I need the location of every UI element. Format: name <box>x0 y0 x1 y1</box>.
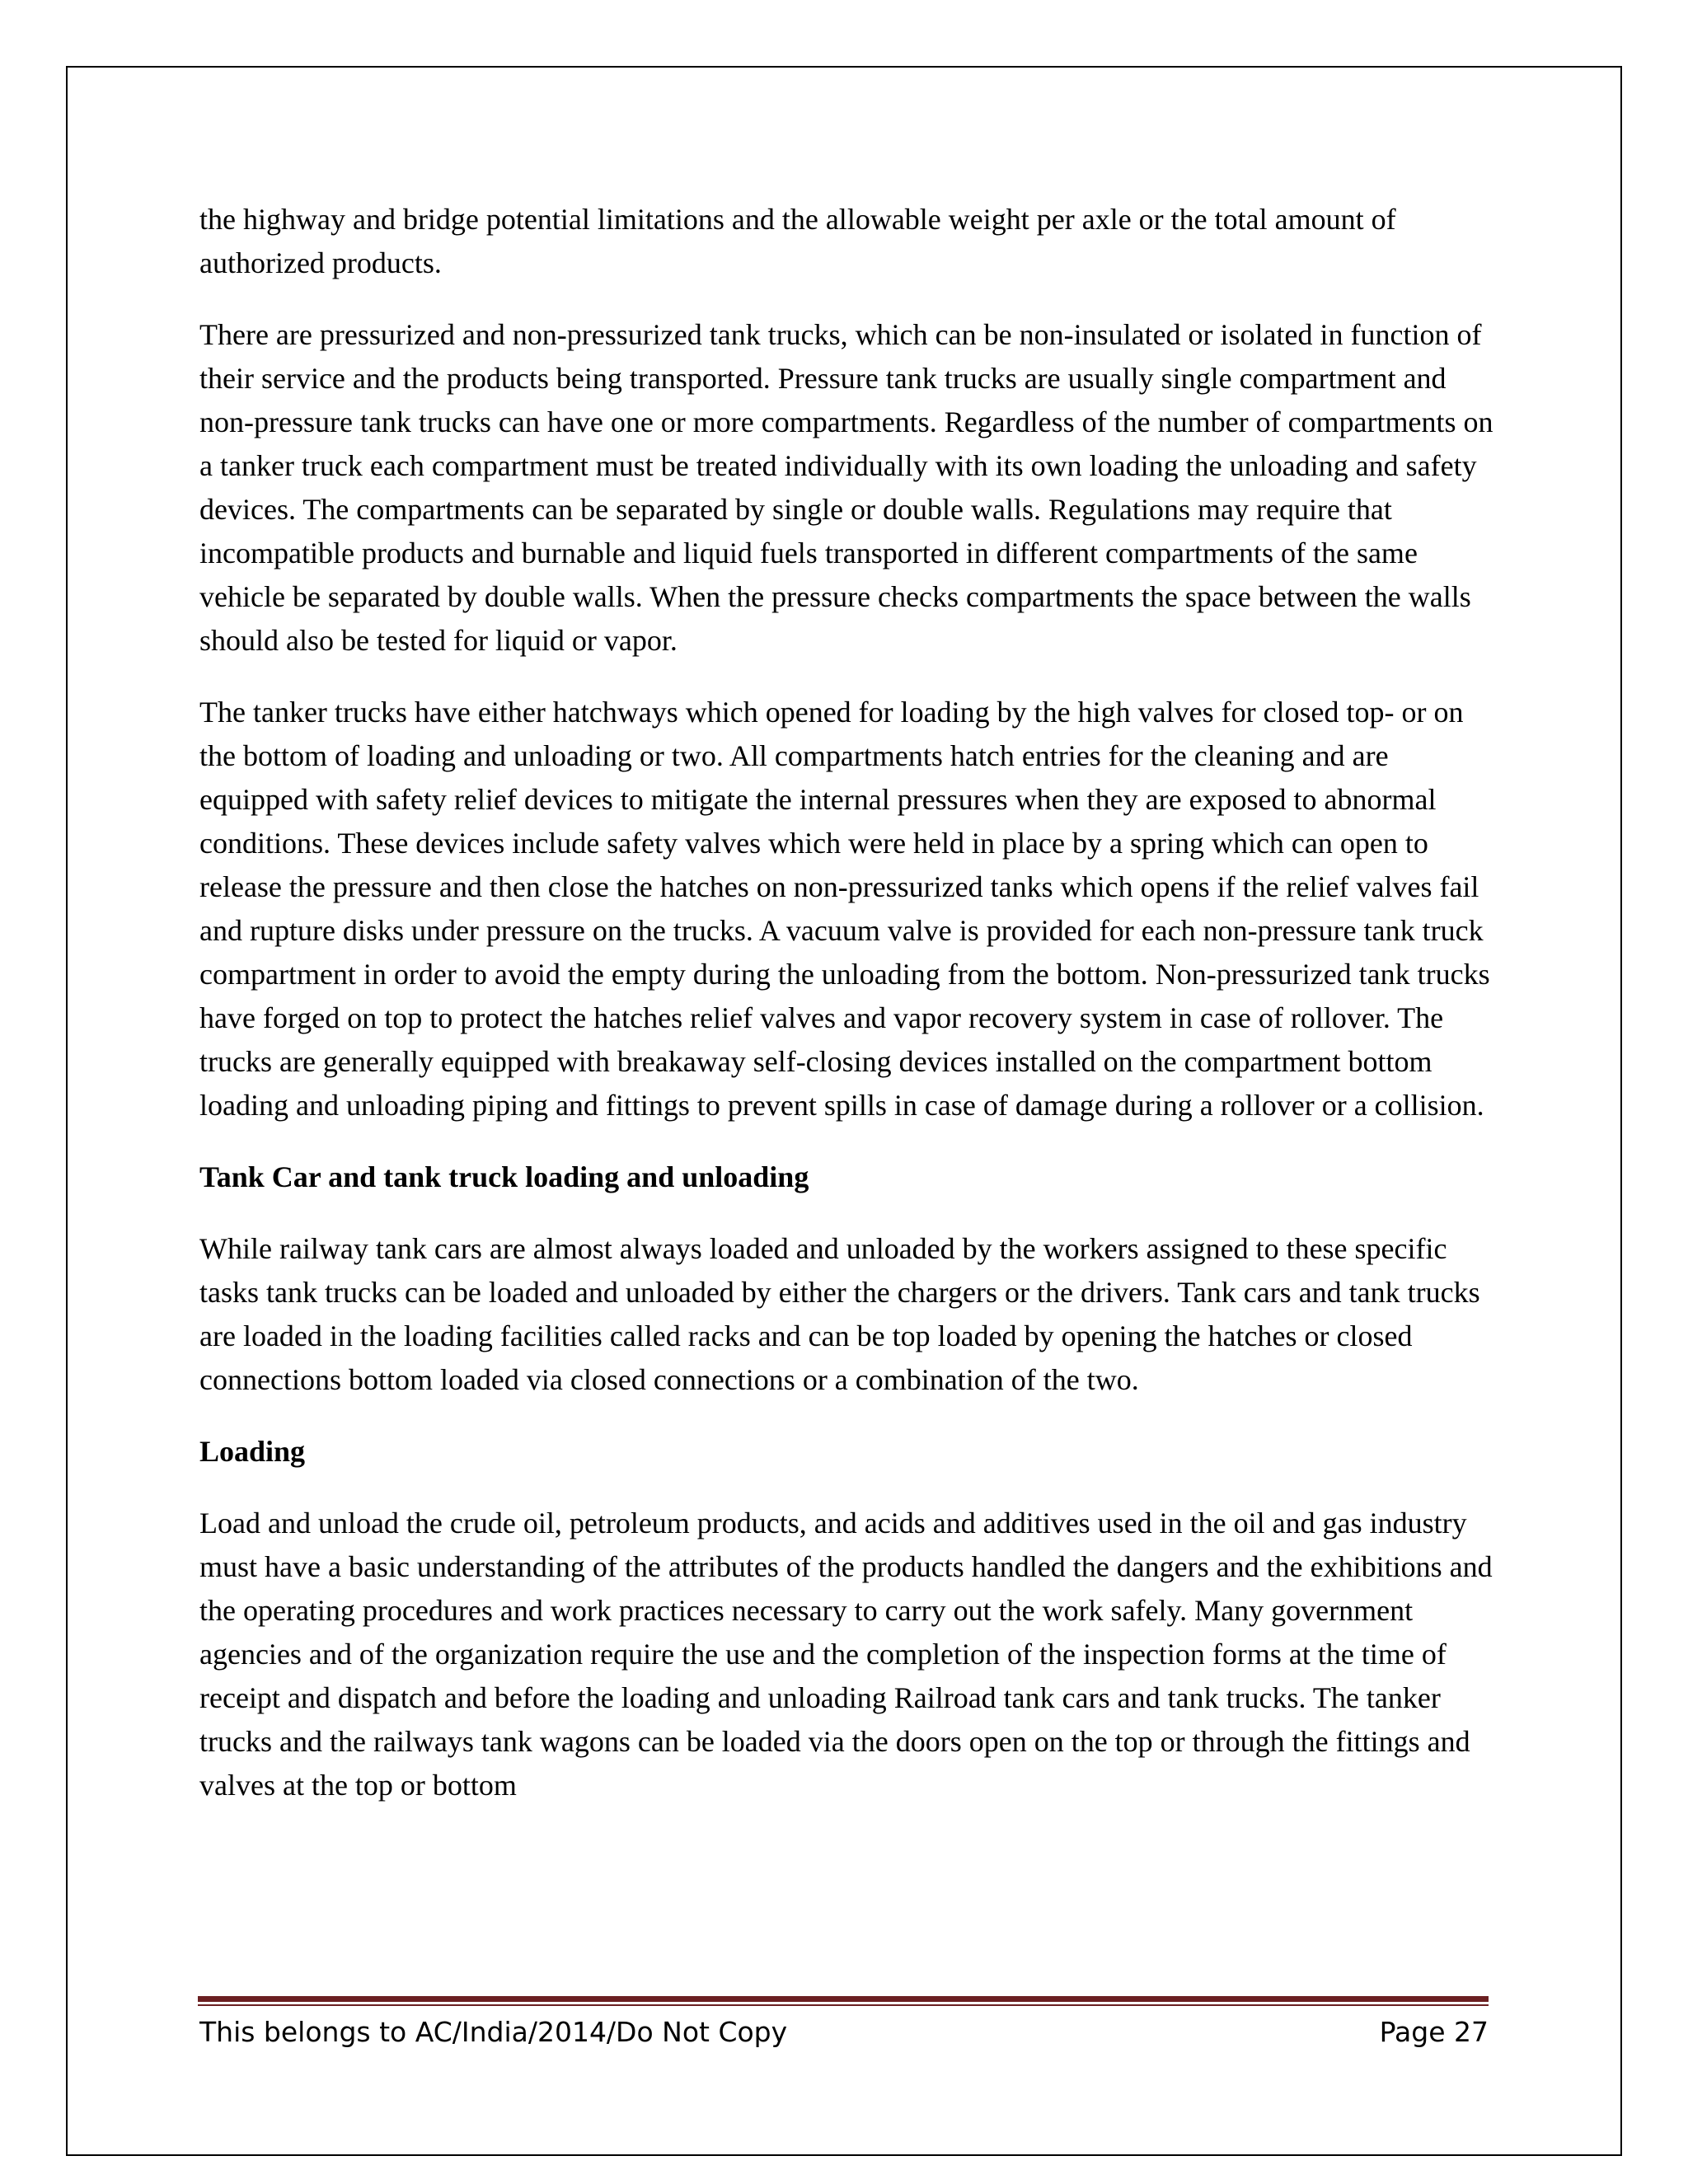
section-heading-loading: Loading <box>199 1435 306 1468</box>
paragraph-load-unload-crude: Load and unload the crude oil, petroleum products, and acids and additives used in the oil and gas industry must have a basic understanding of the attributes of the products handled the dangers and the exhibitions and the operating procedures and work practices necessary to carry out the work safely. Many government agencies and of the organization require the use and the completion of the inspection forms at the time of receipt and dispatch and before the loading and unloading Railroad tank cars and tank trucks. The tanker trucks and the railways tank wagons can be loaded via the doors open on the top or through the fittings and valves at the top or bottom <box>199 1507 1493 1802</box>
page-number: Page 27 <box>1379 2016 1489 2048</box>
document-body <box>199 198 1502 1835</box>
section-heading-loading-unloading: Tank Car and tank truck loading and unloading <box>199 1160 809 1193</box>
paragraph-railway-tank-cars: While railway tank cars are almost always loaded and unloaded by the workers assigned to these specific tasks tank trucks can be loaded and unloaded by either the chargers or the drivers. Tank cars and tank trucks are loaded in the loading facilities called racks and can be top loaded by opening the hatches or closed connections bottom loaded via closed connections or a combination of the two. <box>199 1232 1480 1396</box>
paragraph-tank-truck-types: There are pressurized and non-pressurized tank trucks, which can be non-insulated or isolated in function of their service and the products being transported. Pressure tank trucks are usually single compartment and non-pressure tank trucks can have one or more compartments. Regardless of the number of compartments on a tanker truck each compartment must be treated individually with its own loading the unloading and safety devices. The compartments can be separated by single or double walls. Regulations may require that incompatible products and burnable and liquid fuels transported in different compartments of the same vehicle be separated by double walls. When the pressure checks compartments the space between the walls should also be tested for liquid or vapor. <box>199 318 1493 657</box>
paragraph-continuation: the highway and bridge potential limitations and the allowable weight per axle or the total amount of authorized products. <box>199 203 1396 279</box>
footer-rule-thin <box>198 2004 1489 2006</box>
footer-rule <box>198 1996 1489 2002</box>
page-footer <box>199 2011 1489 2054</box>
paragraph-hatchways: The tanker trucks have either hatchways which opened for loading by the high valves for closed top- or on the bottom of loading and unloading or two. All compartments hatch entries for the cleaning and are equipped with safety relief devices to mitigate the internal pressures when they are exposed to abnormal conditions. These devices include safety valves which were held in place by a spring which can open to release the pressure and then close the hatches on non-pressurized tanks which opens if the relief valves fail and rupture disks under pressure on the trucks. A vacuum valve is provided for each non-pressure tank truck compartment in order to avoid the empty during the unloading from the bottom. Non-pressurized tank trucks have forged on top to protect the hatches relief valves and vapor recovery system in case of rollover. The trucks are generally equipped with breakaway self-closing devices installed on the compartment bottom loading and unloading piping and fittings to prevent spills in case of damage during a rollover or a collision. <box>199 696 1490 1122</box>
footer-copyright: This belongs to AC/India/2014/Do Not Copy <box>199 2016 788 2048</box>
